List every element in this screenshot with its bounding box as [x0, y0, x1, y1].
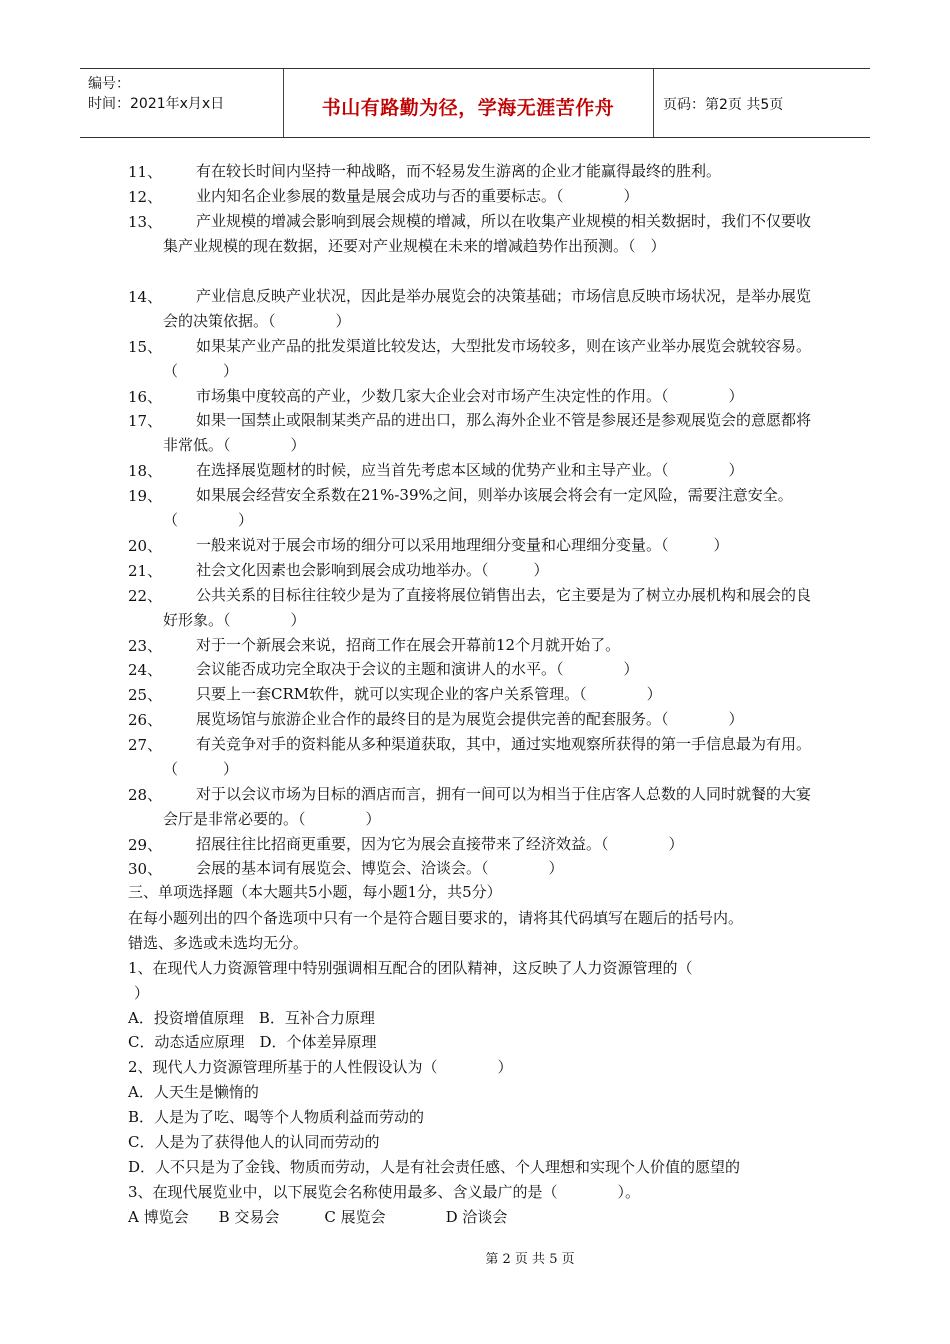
header-motto: 书山有路勤为径，学海无涯苦作舟: [321, 97, 615, 119]
item-text: 有关竞争对手的资料能从多种渠道获取，其中，通过实地观察所获得的第一手信息最为有用。（ ）: [163, 735, 812, 778]
item-number: 17、: [128, 412, 163, 430]
item-number: 21、: [128, 562, 163, 580]
item-number: 22、: [128, 587, 163, 605]
item-number: 13、: [128, 213, 163, 231]
item-text: 如果一国禁止或限制某类产品的进出口，那么海外企业不管是参展还是参观展览会的意愿都将非常低。（ ）: [163, 411, 812, 454]
item-text: 会议能否成功完全取决于会议的主题和演讲人的水平。（ ）: [196, 660, 639, 678]
item-text: 只要上一套CRM软件，就可以实现企业的客户关系管理。（ ）: [196, 685, 662, 703]
item-number: 30、: [128, 860, 163, 878]
item-number: 23、: [128, 637, 163, 655]
page-footer: [0, 1248, 950, 1267]
item-text: 在选择展览题材的时候，应当首先考虑本区域的优势产业和主导产业。（ ）: [196, 461, 744, 479]
item-text: 如果某产业产品的批发渠道比较发达，大型批发市场较多，则在该产业举办展览会就较容易。（ ）: [163, 337, 812, 380]
question-option: C．人是为了获得他人的认同而劳动的: [128, 1133, 380, 1151]
section-instruction: 错选、多选或未选均无分。: [128, 934, 309, 952]
item-text: 有在较长时间内坚持一种战略，而不轻易发生游离的企业才能赢得最终的胜利。: [196, 162, 722, 180]
item-number: 14、: [128, 288, 163, 306]
item-number: 16、: [128, 388, 163, 406]
item-number: 11、: [128, 163, 163, 181]
item-text: 对于一个新展会来说，招商工作在展会开幕前12个月就开始了。: [196, 636, 621, 654]
question-text: 2、现代人力资源管理所基于的人性假设认为（ ）: [128, 1058, 513, 1076]
item-text: 一般来说对于展会市场的细分可以采用地理细分变量和心理细分变量。（ ）: [196, 536, 729, 554]
item-text: 社会文化因素也会影响到展会成功地举办。（ ）: [196, 561, 549, 579]
item-text: 产业信息反映产业状况，因此是举办展览会的决策基础；市场信息反映市场状况，是举办展览会的决策依据。（ ）: [163, 287, 812, 330]
question-option: D．人不只是为了金钱、物质而劳动，人是有社会责任感、个人理想和实现个人价值的愿望的: [128, 1158, 741, 1176]
doc-time-label: 时间：2021年x月x日: [88, 96, 225, 112]
item-number: 29、: [128, 836, 163, 854]
item-text: 展览场馆与旅游企业合作的最终目的是为展览会提供完善的配套服务。（ ）: [196, 710, 744, 728]
item-number: 19、: [128, 487, 163, 505]
item-text: 公共关系的目标往往较少是为了直接将展位销售出去，它主要是为了树立办展机构和展会的良好形象。（ ）: [163, 586, 812, 629]
item-text: 如果展会经营安全系数在21%-39%之间，则举办该展会将会有一定风险，需要注意安全。（ ）: [163, 486, 793, 529]
item-text: 会展的基本词有展览会、博览会、洽谈会。（ ）: [196, 859, 564, 877]
item-number: 26、: [128, 711, 163, 729]
question-options: A．投资增值原理 B．互补合力原理: [128, 1009, 375, 1027]
item-text: 业内知名企业参展的数量是展会成功与否的重要标志。（ ）: [196, 187, 639, 205]
item-number: 24、: [128, 661, 163, 679]
item-number: 15、: [128, 338, 163, 356]
header-page-cell: [653, 69, 870, 137]
doc-id-label: 编号：: [88, 76, 130, 92]
item-number: 27、: [128, 736, 163, 754]
section-title: 三、单项选择题（本大题共5小题，每小题1分，共5分）: [128, 883, 502, 901]
item-text: 市场集中度较高的产业，少数几家大企业会对市场产生决定性的作用。（ ）: [196, 387, 744, 405]
header-motto-cell: [283, 69, 654, 137]
item-number: 25、: [128, 686, 163, 704]
header-page-label: 页码：第2页 共5页: [663, 97, 784, 113]
item-number: 20、: [128, 537, 163, 555]
question-option: A．人天生是懒惰的: [128, 1083, 259, 1101]
question-option: B．人是为了吃、喝等个人物质利益而劳动的: [128, 1108, 425, 1126]
document-header: [80, 68, 870, 138]
item-text: 招展往往比招商更重要，因为它为展会直接带来了经济效益。（ ）: [196, 835, 684, 853]
item-text: 产业规模的增减会影响到展会规模的增减，所以在收集产业规模的相关数据时，我们不仅要收集产业规模的现在数据，还要对产业规模在未来的增减趋势作出预测。（ ）: [163, 212, 812, 255]
item-text: 对于以会议市场为目标的酒店而言，拥有一间可以为相当于住店客人总数的人同时就餐的大宴会厅是非常必要的。（ ）: [163, 785, 812, 828]
question-text: 1、在现代人力资源管理中特别强调相互配合的团队精神，这反映了人力资源管理的（: [128, 959, 693, 977]
question-text: ）: [134, 984, 150, 1002]
item-number: 18、: [128, 462, 163, 480]
question-options: C．动态适应原理 D．个体差异原理: [128, 1033, 377, 1051]
question-text: 3、在现代展览业中，以下展览会名称使用最多、含义最广的是（ ）。: [128, 1183, 641, 1201]
item-number: 28、: [128, 786, 163, 804]
header-info-cell: [80, 69, 284, 137]
section-instruction: 在每小题列出的四个备选项中只有一个是符合题目要求的，请将其代码填写在题后的括号内。: [128, 909, 744, 927]
question-options: A 博览会 B 交易会 C 展览会 D 洽谈会: [128, 1208, 508, 1226]
item-number: 12、: [128, 188, 163, 206]
footer-page-number: 第 2 页 共 5 页: [485, 1252, 575, 1267]
